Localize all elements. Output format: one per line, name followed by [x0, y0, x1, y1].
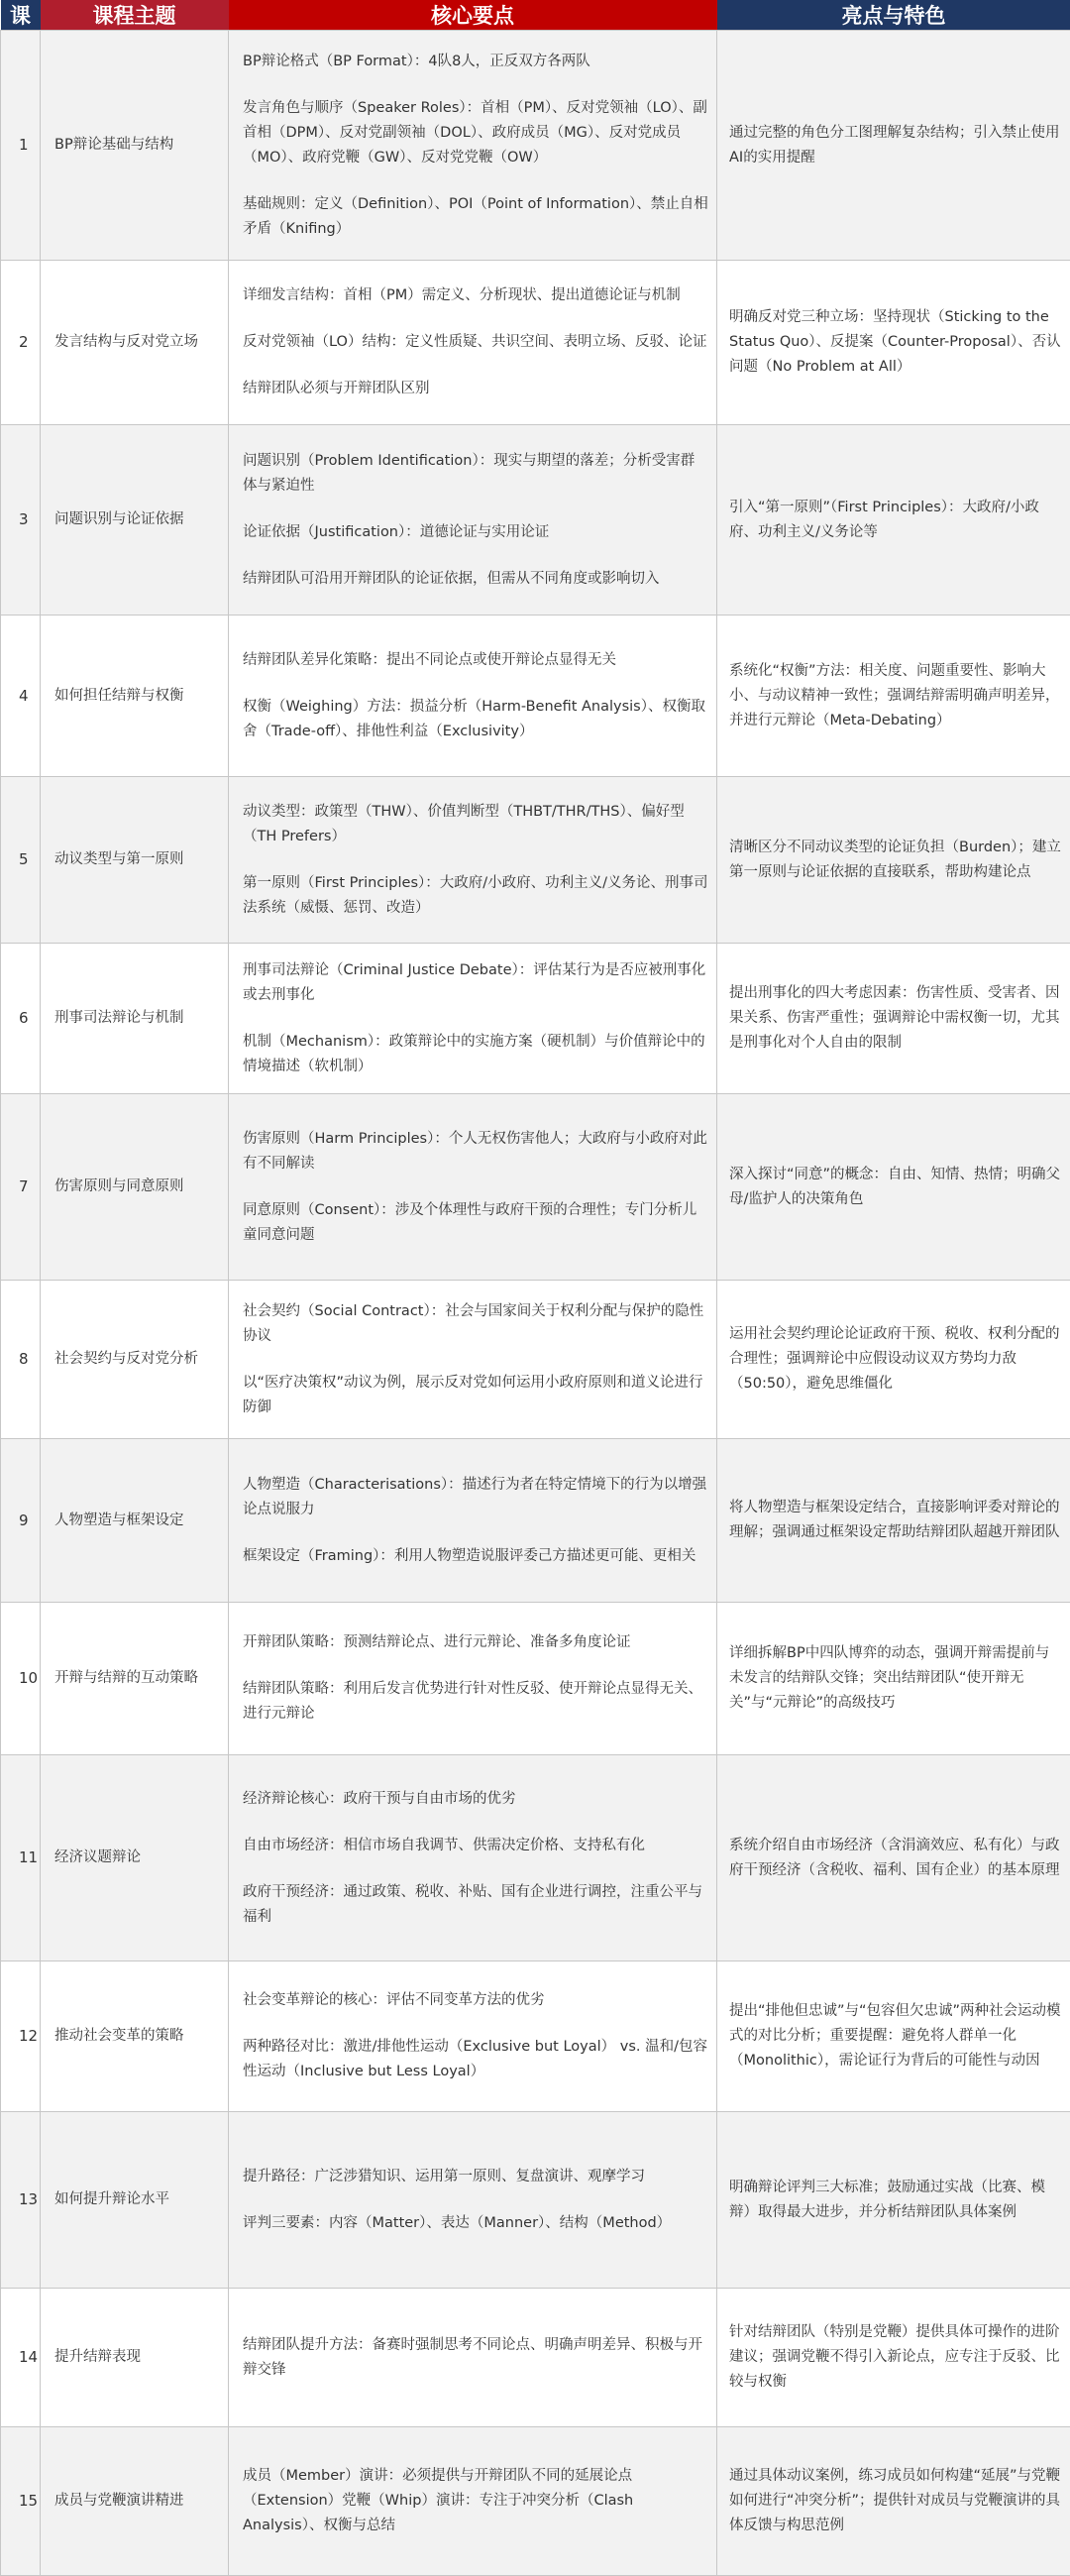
- lesson-topic: 发言结构与反对党立场: [41, 261, 229, 425]
- core-point-item: 结辩团队可沿用开辩团队的论证依据，但需从不同角度或影响切入: [243, 567, 708, 592]
- table-row: [1, 616, 1070, 777]
- table-header-row: [1, 0, 1070, 31]
- core-point-item: 结辩团队差异化策略：提出不同论点或使开辩论点显得无关: [243, 648, 708, 673]
- core-points: [229, 1961, 717, 2112]
- table-row: [1, 2112, 1070, 2289]
- table-row: [1, 1755, 1070, 1961]
- core-points: [229, 31, 717, 261]
- core-points: [229, 1755, 717, 1961]
- lesson-number: 14: [1, 2289, 41, 2427]
- table-row: [1, 1603, 1070, 1755]
- lesson-number: 2: [1, 261, 41, 425]
- lesson-features: 明确辩论评判三大标准；鼓励通过实战（比赛、模辩）取得最大进步，并分析结辩团队具体案例: [717, 2112, 1070, 2289]
- lesson-number: 8: [1, 1281, 41, 1439]
- table-row: [1, 777, 1070, 944]
- core-point-item: 反对党领袖（LO）结构：定义性质疑、共识空间、表明立场、反驳、论证: [243, 330, 708, 355]
- core-point-item: 第一原则（First Principles）：大政府/小政府、功利主义/义务论、刑事司法系统（威慑、惩罚、改造）: [243, 871, 708, 921]
- core-point-item: 成员（Member）演讲：必须提供与开辩团队不同的延展论点（Extension）党鞭（Whip）演讲：专注于冲突分析（Clash Analysis）、权衡与总结: [243, 2464, 708, 2538]
- lesson-topic: 社会契约与反对党分析: [41, 1281, 229, 1439]
- table-row: [1, 261, 1070, 425]
- lesson-topic: BP辩论基础与结构: [41, 31, 229, 261]
- table-row: [1, 1961, 1070, 2112]
- core-points: [229, 2427, 717, 2576]
- lesson-number: 6: [1, 944, 41, 1094]
- core-point-item: 伤害原则（Harm Principles）：个人无权伤害他人；大政府与小政府对此有不同解读: [243, 1127, 708, 1176]
- core-point-item: 两种路径对比：激进/排他性运动（Exclusive but Loyal） vs. 温和/包容性运动（Inclusive but Less Loyal）: [243, 2035, 708, 2084]
- core-point-item: 刑事司法辩论（Criminal Justice Debate）：评估某行为是否应被刑事化或去刑事化: [243, 958, 708, 1008]
- lesson-topic: 伤害原则与同意原则: [41, 1094, 229, 1281]
- lesson-number: 11: [1, 1755, 41, 1961]
- lesson-features: 提出“排他但忠诚”与“包容但欠忠诚”两种社会运动模式的对比分析；重要提醒：避免将人群单一化（Monolithic），需论证行为背后的可能性与动因: [717, 1961, 1070, 2112]
- core-point-item: 机制（Mechanism）：政策辩论中的实施方案（硬机制）与价值辩论中的情境描述（软机制）: [243, 1030, 708, 1079]
- core-point-item: 论证依据（Justification）：道德论证与实用论证: [243, 520, 708, 545]
- core-points: [229, 1281, 717, 1439]
- table-row: [1, 31, 1070, 261]
- lesson-topic: 问题识别与论证依据: [41, 425, 229, 616]
- core-point-item: 社会变革辩论的核心：评估不同变革方法的优劣: [243, 1988, 708, 2013]
- lesson-number: 5: [1, 777, 41, 944]
- lesson-number: 7: [1, 1094, 41, 1281]
- core-point-item: 发言角色与顺序（Speaker Roles）：首相（PM）、反对党领袖（LO）、副首相（DPM）、反对党副领袖（DOL）、政府成员（MG）、反对党成员（MO）、政府党鞭（GW）、反对党党鞭（OW）: [243, 96, 708, 170]
- core-point-item: BP辩论格式（BP Format）：4队8人，正反双方各两队: [243, 50, 708, 74]
- core-point-item: 提升路径：广泛涉猎知识、运用第一原则、复盘演讲、观摩学习: [243, 2165, 708, 2189]
- core-point-item: 基础规则：定义（Definition）、POI（Point of Information）、禁止自相矛盾（Knifing）: [243, 192, 708, 242]
- table-row: [1, 2289, 1070, 2427]
- header-features: 亮点与特色: [717, 0, 1070, 31]
- lesson-number: 4: [1, 616, 41, 777]
- lesson-topic: 推动社会变革的策略: [41, 1961, 229, 2112]
- core-point-item: 自由市场经济：相信市场自我调节、供需决定价格、支持私有化: [243, 1834, 708, 1858]
- lesson-features: 运用社会契约理论论证政府干预、税收、权利分配的合理性；强调辩论中应假设动议双方势均力敌（50:50），避免思维僵化: [717, 1281, 1070, 1439]
- core-point-item: 开辩团队策略：预测结辩论点、进行元辩论、准备多角度论证: [243, 1630, 708, 1655]
- lesson-topic: 成员与党鞭演讲精进: [41, 2427, 229, 2576]
- lesson-features: 提出刑事化的四大考虑因素：伤害性质、受害者、因果关系、伤害严重性；强调辩论中需权衡一切，尤其是刑事化对个人自由的限制: [717, 944, 1070, 1094]
- core-point-item: 评判三要素：内容（Matter）、表达（Manner）、结构（Method）: [243, 2211, 708, 2236]
- header-topic: 课程主题: [41, 0, 229, 31]
- lesson-topic: 如何提升辩论水平: [41, 2112, 229, 2289]
- lesson-topic: 人物塑造与框架设定: [41, 1439, 229, 1603]
- core-points: [229, 1603, 717, 1755]
- lesson-topic: 刑事司法辩论与机制: [41, 944, 229, 1094]
- lesson-number: 13: [1, 2112, 41, 2289]
- core-point-item: 同意原则（Consent）：涉及个体理性与政府干预的合理性；专门分析儿童同意问题: [243, 1198, 708, 1248]
- core-point-item: 动议类型：政策型（THW）、价值判断型（THBT/THR/THS）、偏好型（TH Prefers）: [243, 800, 708, 849]
- core-point-item: 以“医疗决策权”动议为例，展示反对党如何运用小政府原则和道义论进行防御: [243, 1371, 708, 1420]
- table-row: [1, 1281, 1070, 1439]
- core-point-item: 详细发言结构：首相（PM）需定义、分析现状、提出道德论证与机制: [243, 283, 708, 308]
- table-row: [1, 1094, 1070, 1281]
- core-point-item: 经济辩论核心：政府干预与自由市场的优劣: [243, 1787, 708, 1812]
- lesson-topic: 提升结辩表现: [41, 2289, 229, 2427]
- lesson-features: 引入“第一原则”（First Principles）：大政府/小政府、功利主义/义务论等: [717, 425, 1070, 616]
- lesson-features: 针对结辩团队（特别是党鞭）提供具体可操作的进阶建议；强调党鞭不得引入新论点，应专注于反驳、比较与权衡: [717, 2289, 1070, 2427]
- core-points: [229, 2289, 717, 2427]
- core-points: [229, 1094, 717, 1281]
- core-point-item: 结辩团队提升方法：备赛时强制思考不同论点、明确声明差异、积极与开辩交锋: [243, 2333, 708, 2383]
- lesson-number: 3: [1, 425, 41, 616]
- table-row: [1, 425, 1070, 616]
- lesson-topic: 经济议题辩论: [41, 1755, 229, 1961]
- lesson-features: 系统介绍自由市场经济（含涓滴效应、私有化）与政府干预经济（含税收、福利、国有企业）的基本原理: [717, 1755, 1070, 1961]
- lesson-topic: 动议类型与第一原则: [41, 777, 229, 944]
- core-point-item: 结辩团队必须与开辩团队区别: [243, 377, 708, 401]
- lesson-features: 通过完整的角色分工图理解复杂结构；引入禁止使用AI的实用提醒: [717, 31, 1070, 261]
- core-points: [229, 425, 717, 616]
- core-point-item: 结辩团队策略：利用后发言优势进行针对性反驳、使开辩论点显得无关、进行元辩论: [243, 1677, 708, 1727]
- lesson-features: 深入探讨“同意”的概念：自由、知情、热情；明确父母/监护人的决策角色: [717, 1094, 1070, 1281]
- core-points: [229, 2112, 717, 2289]
- core-point-item: 权衡（Weighing）方法：损益分析（Harm-Benefit Analysis）、权衡取舍（Trade-off）、排他性利益（Exclusivity）: [243, 695, 708, 744]
- core-point-item: 政府干预经济：通过政策、税收、补贴、国有企业进行调控，注重公平与福利: [243, 1880, 708, 1930]
- core-points: [229, 944, 717, 1094]
- lesson-features: 明确反对党三种立场：坚持现状（Sticking to the Status Quo）、反提案（Counter-Proposal）、否认问题（No Problem at All）: [717, 261, 1070, 425]
- lesson-topic: 开辩与结辩的互动策略: [41, 1603, 229, 1755]
- lesson-number: 12: [1, 1961, 41, 2112]
- lesson-number: 1: [1, 31, 41, 261]
- core-point-item: 社会契约（Social Contract）：社会与国家间关于权利分配与保护的隐性协议: [243, 1299, 708, 1349]
- core-point-item: 框架设定（Framing）：利用人物塑造说服评委己方描述更可能、更相关: [243, 1544, 708, 1569]
- core-points: [229, 777, 717, 944]
- core-points: [229, 616, 717, 777]
- lesson-features: 清晰区分不同动议类型的论证负担（Burden）；建立第一原则与论证依据的直接联系，帮助构建论点: [717, 777, 1070, 944]
- core-points: [229, 1439, 717, 1603]
- table-row: [1, 944, 1070, 1094]
- core-point-item: 问题识别（Problem Identification）：现实与期望的落差；分析受害群体与紧迫性: [243, 449, 708, 499]
- header-points: 核心要点: [229, 0, 717, 31]
- table-row: [1, 1439, 1070, 1603]
- core-point-item: 人物塑造（Characterisations）：描述行为者在特定情境下的行为以增强论点说服力: [243, 1473, 708, 1522]
- core-points: [229, 261, 717, 425]
- lesson-number: 9: [1, 1439, 41, 1603]
- lesson-number: 15: [1, 2427, 41, 2576]
- header-lesson: 课: [1, 0, 41, 31]
- lesson-features: 详细拆解BP中四队博弈的动态，强调开辩需提前与未发言的结辩队交锋；突出结辩团队“使开辩无关”与“元辩论”的高级技巧: [717, 1603, 1070, 1755]
- lesson-features: 系统化“权衡”方法：相关度、问题重要性、影响大小、与动议精神一致性；强调结辩需明确声明差异，并进行元辩论（Meta-Debating）: [717, 616, 1070, 777]
- lesson-features: 通过具体动议案例，练习成员如何构建“延展”与党鞭如何进行“冲突分析”；提供针对成员与党鞭演讲的具体反馈与构思范例: [717, 2427, 1070, 2576]
- lesson-number: 10: [1, 1603, 41, 1755]
- lesson-topic: 如何担任结辩与权衡: [41, 616, 229, 777]
- lesson-features: 将人物塑造与框架设定结合，直接影响评委对辩论的理解；强调通过框架设定帮助结辩团队超越开辩团队: [717, 1439, 1070, 1603]
- table-row: [1, 2427, 1070, 2576]
